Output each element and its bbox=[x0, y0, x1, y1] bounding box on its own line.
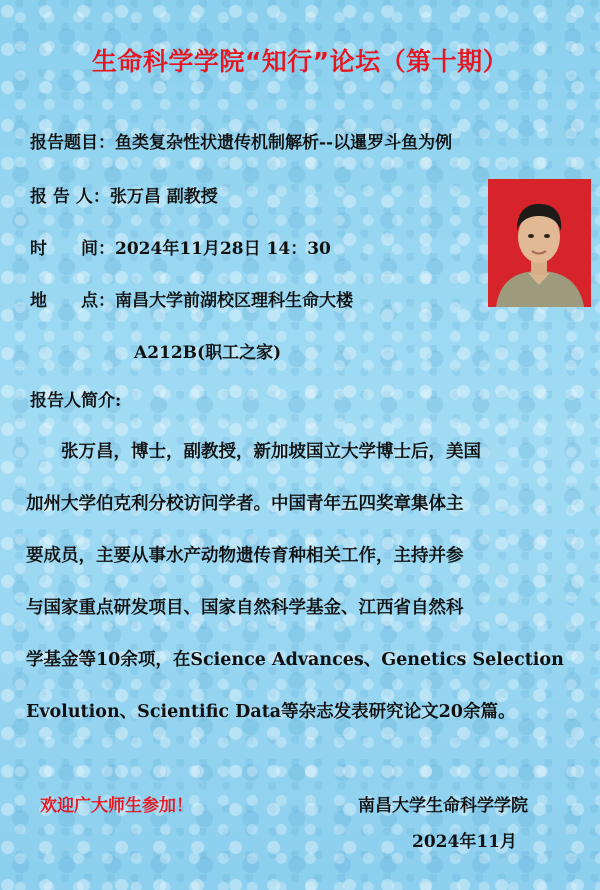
topic-row bbox=[30, 128, 452, 153]
speaker-bio bbox=[26, 426, 590, 738]
organizer-name: 南昌大学生命科学学院 bbox=[358, 796, 528, 816]
location-value: 南昌大学前湖校区理科生命大楼 bbox=[115, 291, 353, 311]
portrait-image bbox=[488, 179, 591, 307]
location-value-2: A212B(职工之家) bbox=[134, 343, 282, 363]
bio-line: Evolution、Scientific Data等杂志发表研究论文20余篇。 bbox=[26, 702, 516, 722]
topic-value: 鱼类复杂性状遗传机制解析--以暹罗斗鱼为例 bbox=[115, 133, 453, 153]
speaker-row bbox=[30, 182, 218, 207]
welcome-text: 欢迎广大师生参加！ bbox=[40, 796, 193, 816]
location-row-2 bbox=[134, 338, 281, 363]
location-label: 地 点： bbox=[30, 291, 115, 311]
time-label: 时 间： bbox=[30, 239, 115, 259]
speaker-value: 张万昌 副教授 bbox=[109, 187, 218, 207]
intro-heading: 报告人简介: bbox=[30, 391, 122, 411]
bio-line: 加州大学伯克利分校访问学者。中国青年五四奖章集体主 bbox=[26, 494, 464, 514]
poster-title: 生命科学学院“知行”论坛（第十期） bbox=[91, 47, 509, 76]
time-row bbox=[30, 234, 331, 259]
bio-line: 学基金等10余项，在Science Advances、Genetics Selection bbox=[26, 650, 564, 670]
topic-label: 报告题目： bbox=[30, 133, 115, 153]
bio-line: 与国家重点研发项目、国家自然科学基金、江西省自然科 bbox=[26, 598, 464, 618]
speaker-label: 报 告 人： bbox=[30, 187, 110, 207]
bio-line: 要成员，主要从事水产动物遗传育种相关工作，主持并参 bbox=[26, 546, 464, 566]
location-row bbox=[30, 286, 353, 311]
issue-date: 2024年11月 bbox=[412, 832, 517, 852]
time-value: 2024年11月28日 14：30 bbox=[115, 239, 331, 259]
speaker-photo bbox=[488, 179, 591, 307]
bio-line: 张万昌，博士，副教授，新加坡国立大学博士后，美国 bbox=[26, 442, 481, 462]
